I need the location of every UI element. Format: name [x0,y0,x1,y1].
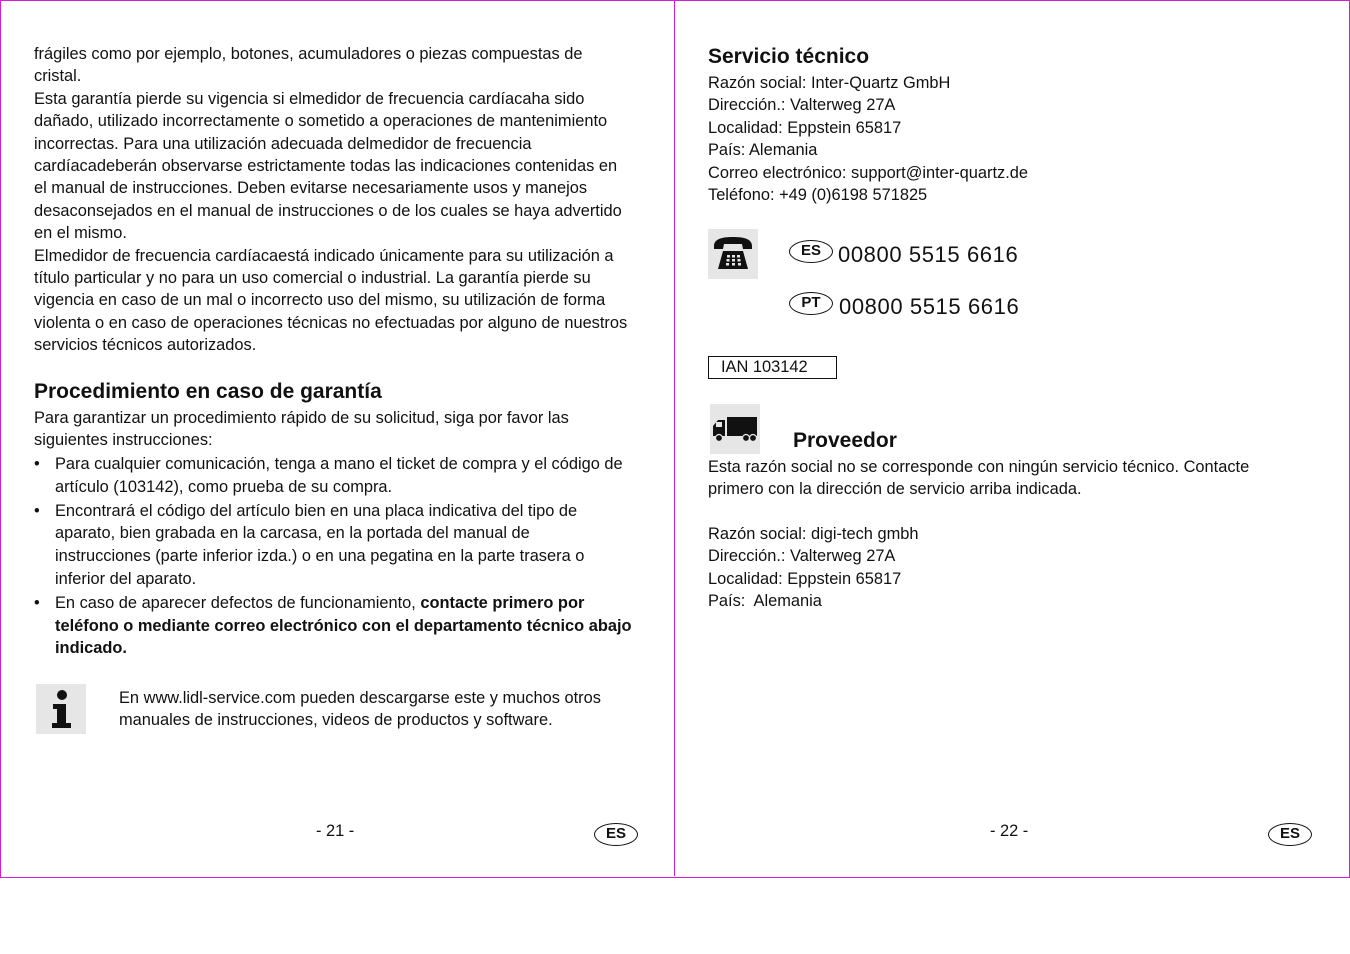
text-line: título particular y no para un uso comercial o industrial. La garantía pierde su [34,269,591,288]
text-line: País: Alemania [708,592,822,611]
bullet-glyph: • [34,593,40,612]
service-heading: Servicio técnico [708,45,870,68]
text-line: País: Alemania [708,141,818,160]
info-note [119,687,639,732]
language-badge: ES [594,823,638,846]
ian-code: IAN 103142 [708,356,837,379]
text-line: Teléfono: +49 (0)6198 571825 [708,186,928,205]
text-line: Para cualquier comunicación, tenga a mano el ticket de compra y el código de [55,455,623,473]
text-line: cardíacadeberán observarse estrictamente todas las indicaciones contenidas en [34,157,618,176]
truck-icon-graphic [710,404,760,454]
info-icon [36,684,86,734]
text-line: En www.lidl-service.com pueden descargarse este y muchos otros [119,689,601,707]
text-line: Esta garantía pierde su vigencia si elmedidor de frecuencia cardíacaha sido [34,89,585,108]
supplier-address [708,523,1308,613]
warranty-instructions-list [34,453,640,660]
service-address [708,72,1308,206]
text-line: Razón social: Inter-Quartz GmbH [708,74,951,92]
hotline-number: 00800 5515 6616 [839,294,1020,319]
page-22 [708,0,1308,876]
text-line: el manual de instrucciones. Deben evitarse necesariamente usos y manejos [34,179,588,198]
bullet-glyph: • [34,455,40,473]
text-line: Para garantizar un procedimiento rápido de su solicitud, siga por favor las [34,409,569,427]
text-line: Dirección.: Valterweg 27A [708,547,896,566]
page-21 [34,0,640,876]
text-normal: En caso de aparecer defectos de funcionamiento, [55,593,421,612]
page-number: - 22 - [990,822,1029,840]
info-icon-graphic [36,684,86,734]
text-line: manuales de instrucciones, videos de productos y software. [119,711,553,730]
hotline-country-badge: PT [789,292,833,315]
text-line: instrucciones (parte inferior izda.) o en una pegatina en la parte trasera o [55,547,585,566]
language-badge: ES [1268,823,1312,846]
text-line: violenta o en caso de operaciones técnicas no efectuadas por alguno de nuestros [34,313,628,332]
telephone-icon-graphic [708,229,758,279]
supplier-heading: Proveedor [793,429,897,452]
text-line: desaconsejados en el manual de instrucciones o de los cuales se haya advertido [34,201,622,220]
text-bold: contacte primero por [420,593,585,612]
text-line: aparato, bien grabada en la carcasa, en la portada del manual de [55,524,530,543]
telephone-icon [708,229,758,279]
text-line: dañado, utilizado incorrectamente o sometido a operaciones de mantenimiento [34,112,608,131]
text-line: Correo electrónico: support@inter-quartz.de [708,163,1029,182]
supplier-note [708,456,1308,501]
page-number: - 21 - [316,822,355,840]
list-item [34,592,640,660]
list-item [34,453,640,499]
text-line: vigencia en caso de un mal o incorrecto uso del mismo, su utilización de forma [34,291,606,310]
text-line: cristal. [34,67,82,86]
hotline-number: 00800 5515 6616 [838,242,1019,267]
text-line: Localidad: Eppstein 65817 [708,569,902,588]
text-line: Esta razón social no se corresponde con ningún servicio técnico. Contacte [708,458,1250,476]
text-line: incorrectas. Para una utilización adecuada delmedidor de frecuencia [34,134,532,153]
text-line: artículo (103142), como prueba de su compra. [55,477,393,496]
text-line: Dirección.: Valterweg 27A [708,96,896,115]
text-line: Encontrará el código del artículo bien en una placa indicativa del tipo de [55,501,578,520]
text-line: en el mismo. [34,224,127,243]
warranty-procedure-lead [34,407,640,452]
text-line: primero con la dirección de servicio arriba indicada. [708,480,1082,499]
page-divider [674,0,675,876]
bullet-glyph: • [34,501,40,520]
text-line: teléfono o mediante correo electrónico con el departamento técnico abajo [55,616,632,635]
truck-icon [710,404,760,454]
text-line: inferior del aparato. [55,569,197,588]
text-line: servicios técnicos autorizados. [34,336,257,355]
warranty-conditions-text [34,43,640,357]
text-line [55,592,640,615]
text-line: Localidad: Eppstein 65817 [708,118,902,137]
text-line: frágiles como por ejemplo, botones, acumuladores o piezas compuestas de [34,45,583,63]
warranty-procedure-heading: Procedimiento en caso de garantía [34,380,382,403]
text-line: siguientes instrucciones: [34,431,213,450]
hotline-country-badge: ES [789,240,833,263]
text-line: Razón social: digi-tech gmbh [708,525,919,543]
text-line: indicado. [55,639,127,658]
list-item [34,500,640,591]
text-line: Elmedidor de frecuencia cardíacaestá indicado únicamente para su utilización a [34,246,614,265]
